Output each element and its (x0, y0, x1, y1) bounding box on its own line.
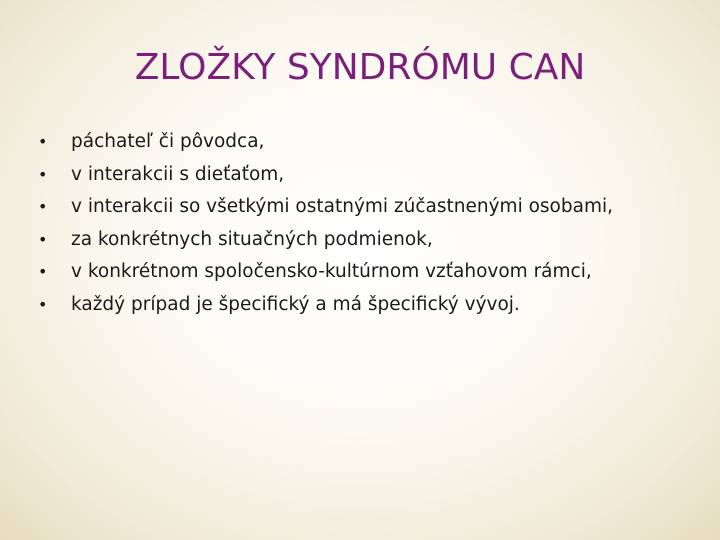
bullet-text: v interakcii s dieťaťom, (71, 163, 285, 185)
list-item (38, 256, 700, 289)
bullet-text: za konkrétnych situačných podmienok, (71, 228, 433, 250)
bullet-icon: • (38, 294, 48, 314)
bullet-list (38, 126, 700, 321)
bullet-icon: • (38, 197, 48, 216)
bullet-icon: • (38, 164, 48, 184)
list-item (38, 191, 700, 224)
list-item (38, 159, 700, 192)
bullet-text: páchateľ či pôvodca, (71, 131, 265, 152)
slide-title: ZLOŽKY SYNDRÓMU CAN (134, 47, 586, 88)
bullet-icon: • (38, 132, 48, 151)
list-item (38, 289, 700, 322)
bullet-text: každý prípad je špecifický a má špecifický vývoj. (71, 293, 520, 315)
list-item (38, 126, 700, 159)
bullet-icon: • (38, 262, 48, 281)
bullet-text: v interakcii so všetkými ostatnými zúčastnenými osobami, (71, 196, 613, 217)
bullet-icon: • (38, 229, 48, 249)
list-item (38, 224, 700, 257)
bullet-text: v konkrétnom spoločensko-kultúrnom vzťahovom rámci, (71, 261, 592, 282)
